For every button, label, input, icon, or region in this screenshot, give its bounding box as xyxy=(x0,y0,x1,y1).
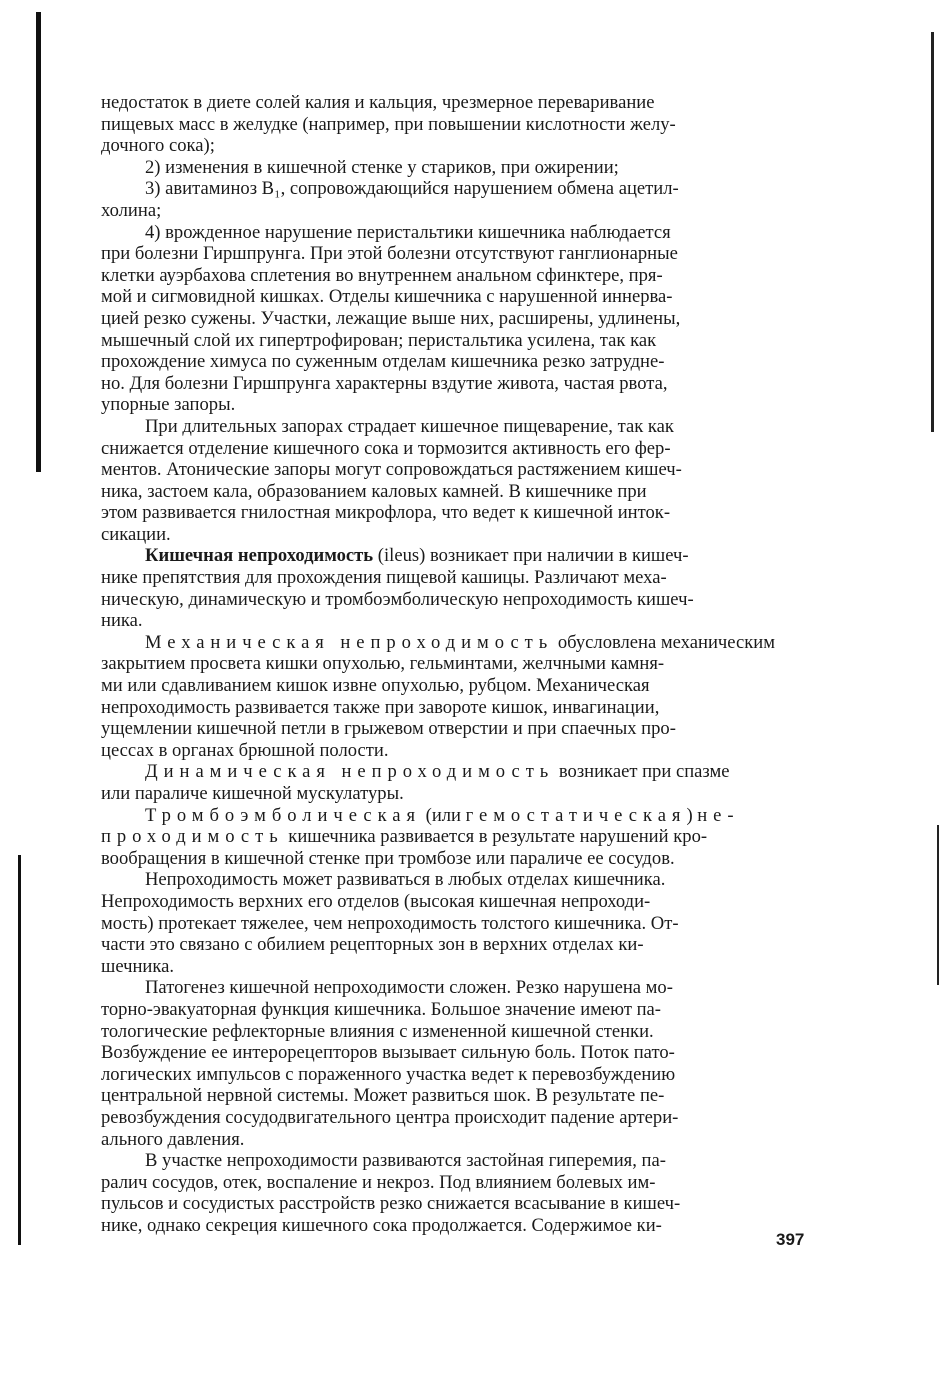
list-item-4 xyxy=(101,222,811,416)
text-line: При длительных запорах страдает кишечное пищеварение, так как xyxy=(145,415,674,437)
list-item-3 xyxy=(101,178,811,221)
paragraph-constipation xyxy=(101,416,811,546)
text-line: нике, однако секреция кишечного сока продолжается. Содержимое ки- xyxy=(101,1214,662,1236)
text-line: снижается отделение кишечного сока и тормозится активность его фер- xyxy=(101,437,671,459)
term-spaced: не- xyxy=(697,804,740,826)
text-line: Непроходимость верхних его отделов (высокая кишечная непроходи- xyxy=(101,890,651,912)
text-line: мой и сигмовидной кишках. Отделы кишечника с нарушенной иннерва- xyxy=(101,286,673,308)
text-line: или параличе кишечной мускулатуры. xyxy=(101,783,404,804)
page-text xyxy=(101,92,811,1236)
text-line: но. Для болезни Гиршпрунга характерны вздутие живота, частая рвота, xyxy=(101,372,668,394)
text-line: (ileus) возникает при наличии в кишеч- xyxy=(373,545,689,567)
text-line: ническую, динамическую и тромбоэмболическую непроходимость кишеч- xyxy=(101,588,694,610)
term-spaced: Тромбоэмболическая xyxy=(145,804,421,826)
term-spaced: гемостатическая xyxy=(465,804,687,826)
text-line: ника. xyxy=(101,610,143,632)
text-line: ми или сдавливанием кишок извне опухолью, рубцом. Механическая xyxy=(101,675,650,697)
text-line: вообращения в кишечной стенке при тромбозе или параличе ее сосудов. xyxy=(101,847,675,869)
scan-edge-right-bottom xyxy=(937,825,939,985)
text-line: цией резко сужены. Участки, лежащие выше них, расширены, удлинены, xyxy=(101,307,681,329)
text-line: дочного сока); xyxy=(101,135,215,157)
paragraph-congestion xyxy=(101,1150,811,1236)
text-line: при болезни Гиршпрунга. При этой болезни отсутствуют ганглионарные xyxy=(101,243,678,265)
text-line: цессах в органах брюшной полости. xyxy=(101,739,389,761)
paragraph-thromboembolic xyxy=(101,805,811,870)
text-line: непроходимость развивается также при завороте кишок, инвагинации, xyxy=(101,696,660,718)
text-line: Возбуждение ее интерорецепторов вызывает сильную боль. Поток пато- xyxy=(101,1042,675,1064)
text-line: Непроходимость может развиваться в любых отделах кишечника. xyxy=(145,869,666,891)
text-line: центральной нервной системы. Может развиться шок. В результате пе- xyxy=(101,1085,665,1107)
text-line: ального давления. xyxy=(101,1128,245,1150)
text-line: ника, застоем кала, образованием каловых камней. В кишечнике при xyxy=(101,480,647,502)
text-line: сикации. xyxy=(101,523,171,545)
text-line: кишечника развивается в результате нарушений кро- xyxy=(283,826,708,848)
paragraph-mechanical xyxy=(101,632,811,762)
scan-edge-left-bottom xyxy=(18,855,21,1245)
text-line: тологические рефлекторные влияния с измененной кишечной стенки. xyxy=(101,1020,654,1042)
text-line: Патогенез кишечной непроходимости сложен. Резко нарушена мо- xyxy=(145,977,673,999)
scan-edge-left-top xyxy=(36,12,41,472)
text-line: 4) врожденное нарушение перистальтики кишечника наблюдается xyxy=(145,221,671,243)
term-spaced: проходимость xyxy=(101,826,284,848)
text-fragment: ) xyxy=(686,804,698,826)
text-line: ущемлении кишечной петли в грыжевом отверстии и при спаечных про- xyxy=(101,718,676,740)
paragraph-localization xyxy=(101,869,811,977)
text-line: обусловлена механическим xyxy=(553,631,775,653)
text-line: шечника. xyxy=(101,955,175,977)
text-line: 3) авитаминоз B₁, сопровождающийся нарушением обмена ацетил- xyxy=(145,178,679,200)
term-spaced: Динамическая непроходимость xyxy=(145,761,555,783)
text-line: клетки ауэрбахова сплетения во внутреннем анальном сфинктере, пря- xyxy=(101,264,663,286)
text-line: нике препятствия для прохождения пищевой кашицы. Различают меха- xyxy=(101,567,667,589)
text-line: ревозбуждения сосудодвигательного центра происходит падение артери- xyxy=(101,1106,679,1128)
text-line: недостаток в диете солей калия и кальция, чрезмерное переваривание xyxy=(101,92,655,113)
paragraph-dynamic xyxy=(101,761,811,804)
paragraph-ileus xyxy=(101,545,811,631)
scan-edge-right-top xyxy=(931,32,934,432)
text-line: закрытием просвета кишки опухолью, гельминтами, желчными камня- xyxy=(101,653,665,675)
text-line: части это связано с обилием рецепторных зон в верхних отделах ки- xyxy=(101,934,644,956)
text-line: мость) протекает тяжелее, чем непроходимость толстого кишечника. От- xyxy=(101,912,679,934)
text-fragment: (или xyxy=(420,804,466,826)
text-line: упорные запоры. xyxy=(101,394,236,416)
text-line: прохождение химуса по суженным отделам кишечника резко затрудне- xyxy=(101,351,665,373)
text-line: 2) изменения в кишечной стенке у стариков, при ожирении; xyxy=(145,156,619,178)
text-line: этом развивается гнилостная микрофлора, что ведет к кишечной инток- xyxy=(101,502,671,524)
text-line: холина; xyxy=(101,199,162,221)
text-line: ментов. Атонические запоры могут сопровождаться растяжением кишеч- xyxy=(101,459,682,481)
page-number: 397 xyxy=(776,1230,805,1249)
text-line: В участке непроходимости развиваются застойная гиперемия, па- xyxy=(145,1150,666,1172)
text-line: мышечный слой их гипертрофирован; перистальтика усилена, так как xyxy=(101,329,657,351)
term-bold: Кишечная непроходимость xyxy=(145,545,374,567)
paragraph-diet xyxy=(101,92,811,157)
paragraph-pathogenesis xyxy=(101,977,811,1150)
text-line: ралич сосудов, отек, воспаление и некроз. Под влиянием болевых им- xyxy=(101,1171,656,1193)
term-spaced: Механическая непроходимость xyxy=(145,631,554,653)
text-line: торно-эвакуаторная функция кишечника. Большое значение имеют па- xyxy=(101,998,661,1020)
text-line: пищевых масс в желудке (например, при повышении кислотности желу- xyxy=(101,113,676,135)
text-line: возникает при спазме xyxy=(554,761,730,783)
text-line: логических импульсов с пораженного участка ведет к перевозбуждению xyxy=(101,1063,676,1085)
text-line: пульсов и сосудистых расстройств резко снижается всасывание в кишеч- xyxy=(101,1193,681,1215)
list-item-2 xyxy=(101,157,811,179)
